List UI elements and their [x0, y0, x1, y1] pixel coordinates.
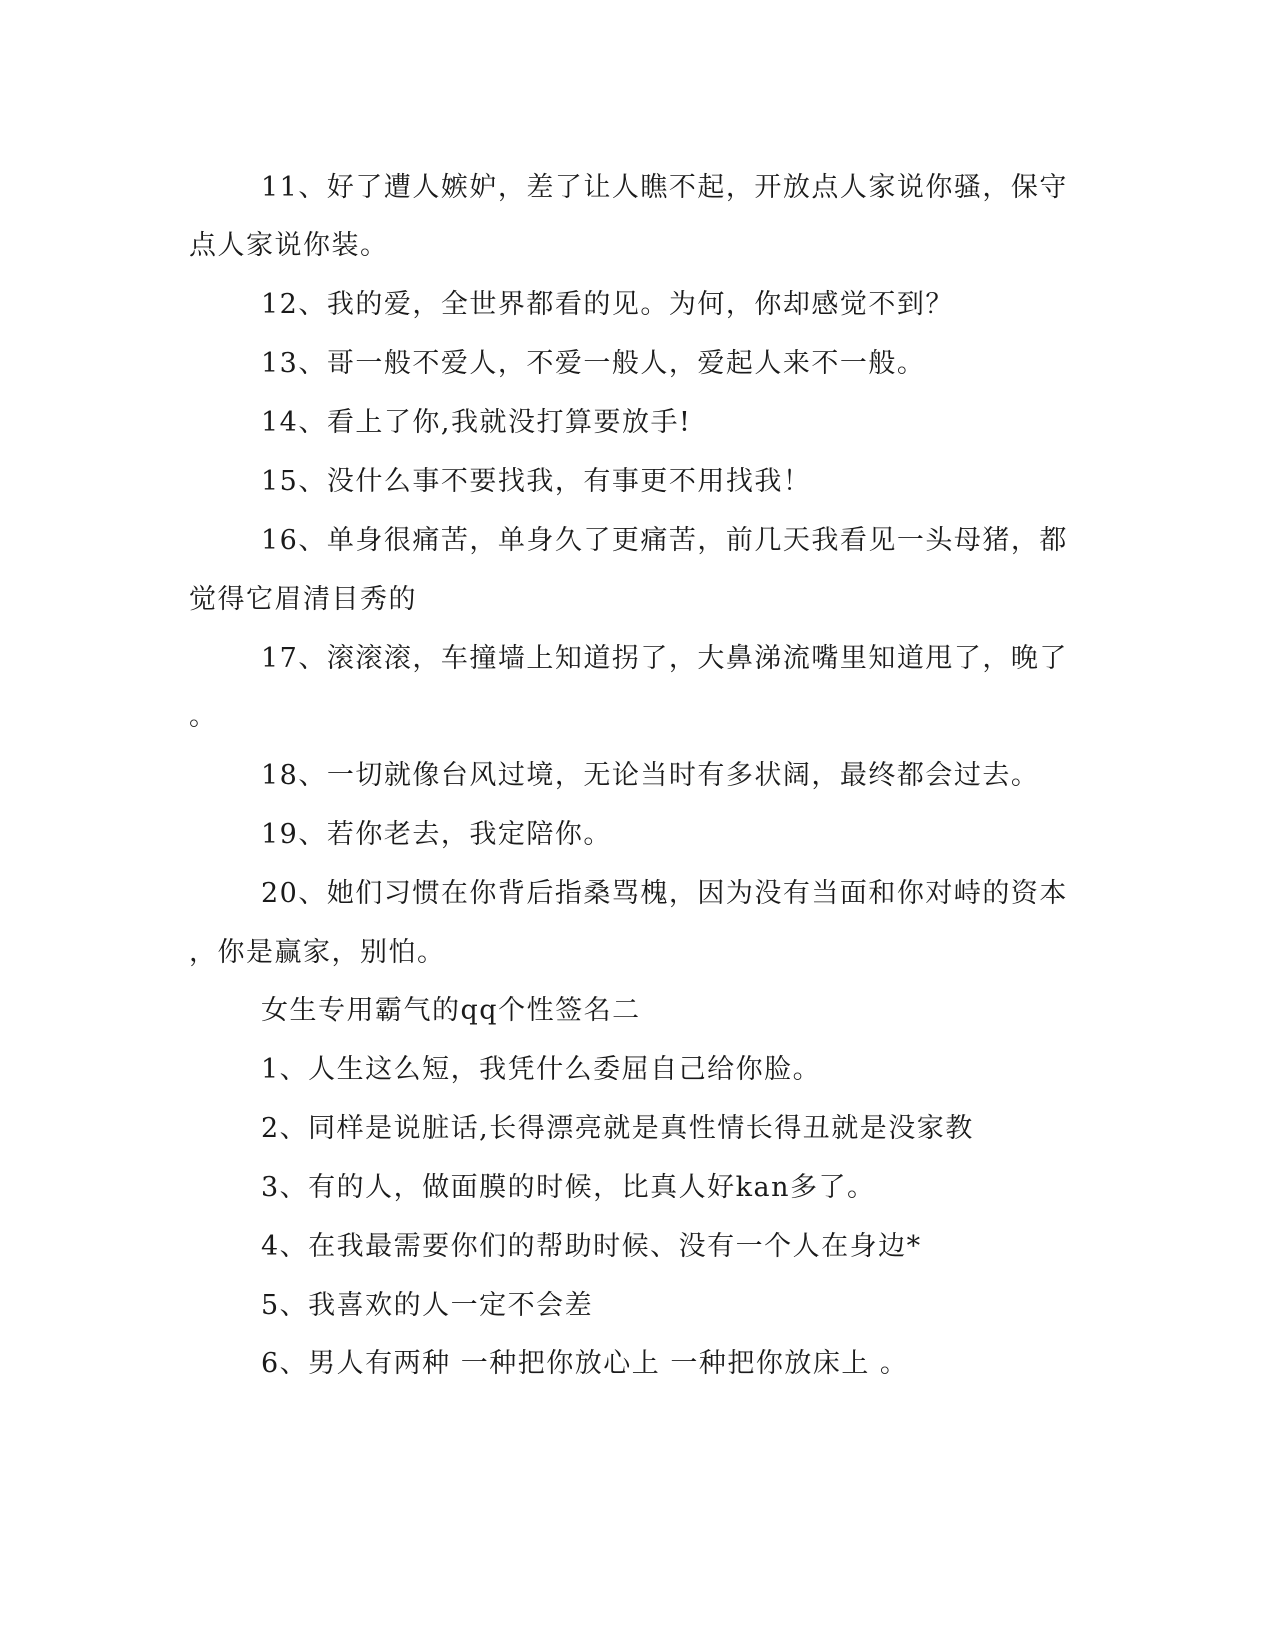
paragraph-line: 16、单身很痛苦，单身久了更痛苦，前几天我看见一头母猪，都	[261, 525, 1068, 556]
paragraph-line: 3、有的人，做面膜的时候，比真人好kan多了。	[261, 1172, 876, 1203]
paragraph-line: 18、一切就像台风过境，无论当时有多状阔，最终都会过去。	[261, 760, 1040, 791]
paragraph-line: 17、滚滚滚，车撞墙上知道拐了，大鼻涕流嘴里知道甩了，晚了	[261, 643, 1068, 674]
paragraph-line: 。	[189, 701, 218, 732]
paragraph-line: 11、好了遭人嫉妒，差了让人瞧不起，开放点人家说你骚，保守	[261, 172, 1068, 203]
paragraph-line: 12、我的爱，全世界都看的见。为何，你却感觉不到？	[261, 289, 954, 320]
section-heading: 女生专用霸气的qq个性签名二	[261, 995, 641, 1026]
paragraph-line: 4、在我最需要你们的帮助时候、没有一个人在身边*	[261, 1231, 922, 1262]
paragraph-line: 5、我喜欢的人一定不会差	[261, 1290, 594, 1321]
paragraph-line: 点人家说你装。	[189, 230, 389, 261]
paragraph-line: 19、若你老去，我定陪你。	[261, 819, 612, 850]
paragraph-line: 14、看上了你,我就没打算要放手!	[261, 407, 692, 438]
paragraph-line: 觉得它眉清目秀的	[189, 584, 417, 615]
paragraph-line: 1、人生这么短，我凭什么委屈自己给你脸。	[261, 1054, 822, 1085]
paragraph-line: 15、没什么事不要找我，有事更不用找我！	[261, 466, 812, 497]
paragraph-line: 13、哥一般不爱人，不爱一般人，爱起人来不一般。	[261, 348, 926, 379]
paragraph-line: 6、男人有两种 一种把你放心上 一种把你放床上 。	[261, 1348, 909, 1379]
paragraph-line: 20、她们习惯在你背后指桑骂槐，因为没有当面和你对峙的资本	[261, 878, 1068, 909]
paragraph-line: ，你是赢家，别怕。	[189, 937, 446, 968]
paragraph-line: 2、同样是说脏话,长得漂亮就是真性情长得丑就是没家教	[261, 1113, 974, 1144]
